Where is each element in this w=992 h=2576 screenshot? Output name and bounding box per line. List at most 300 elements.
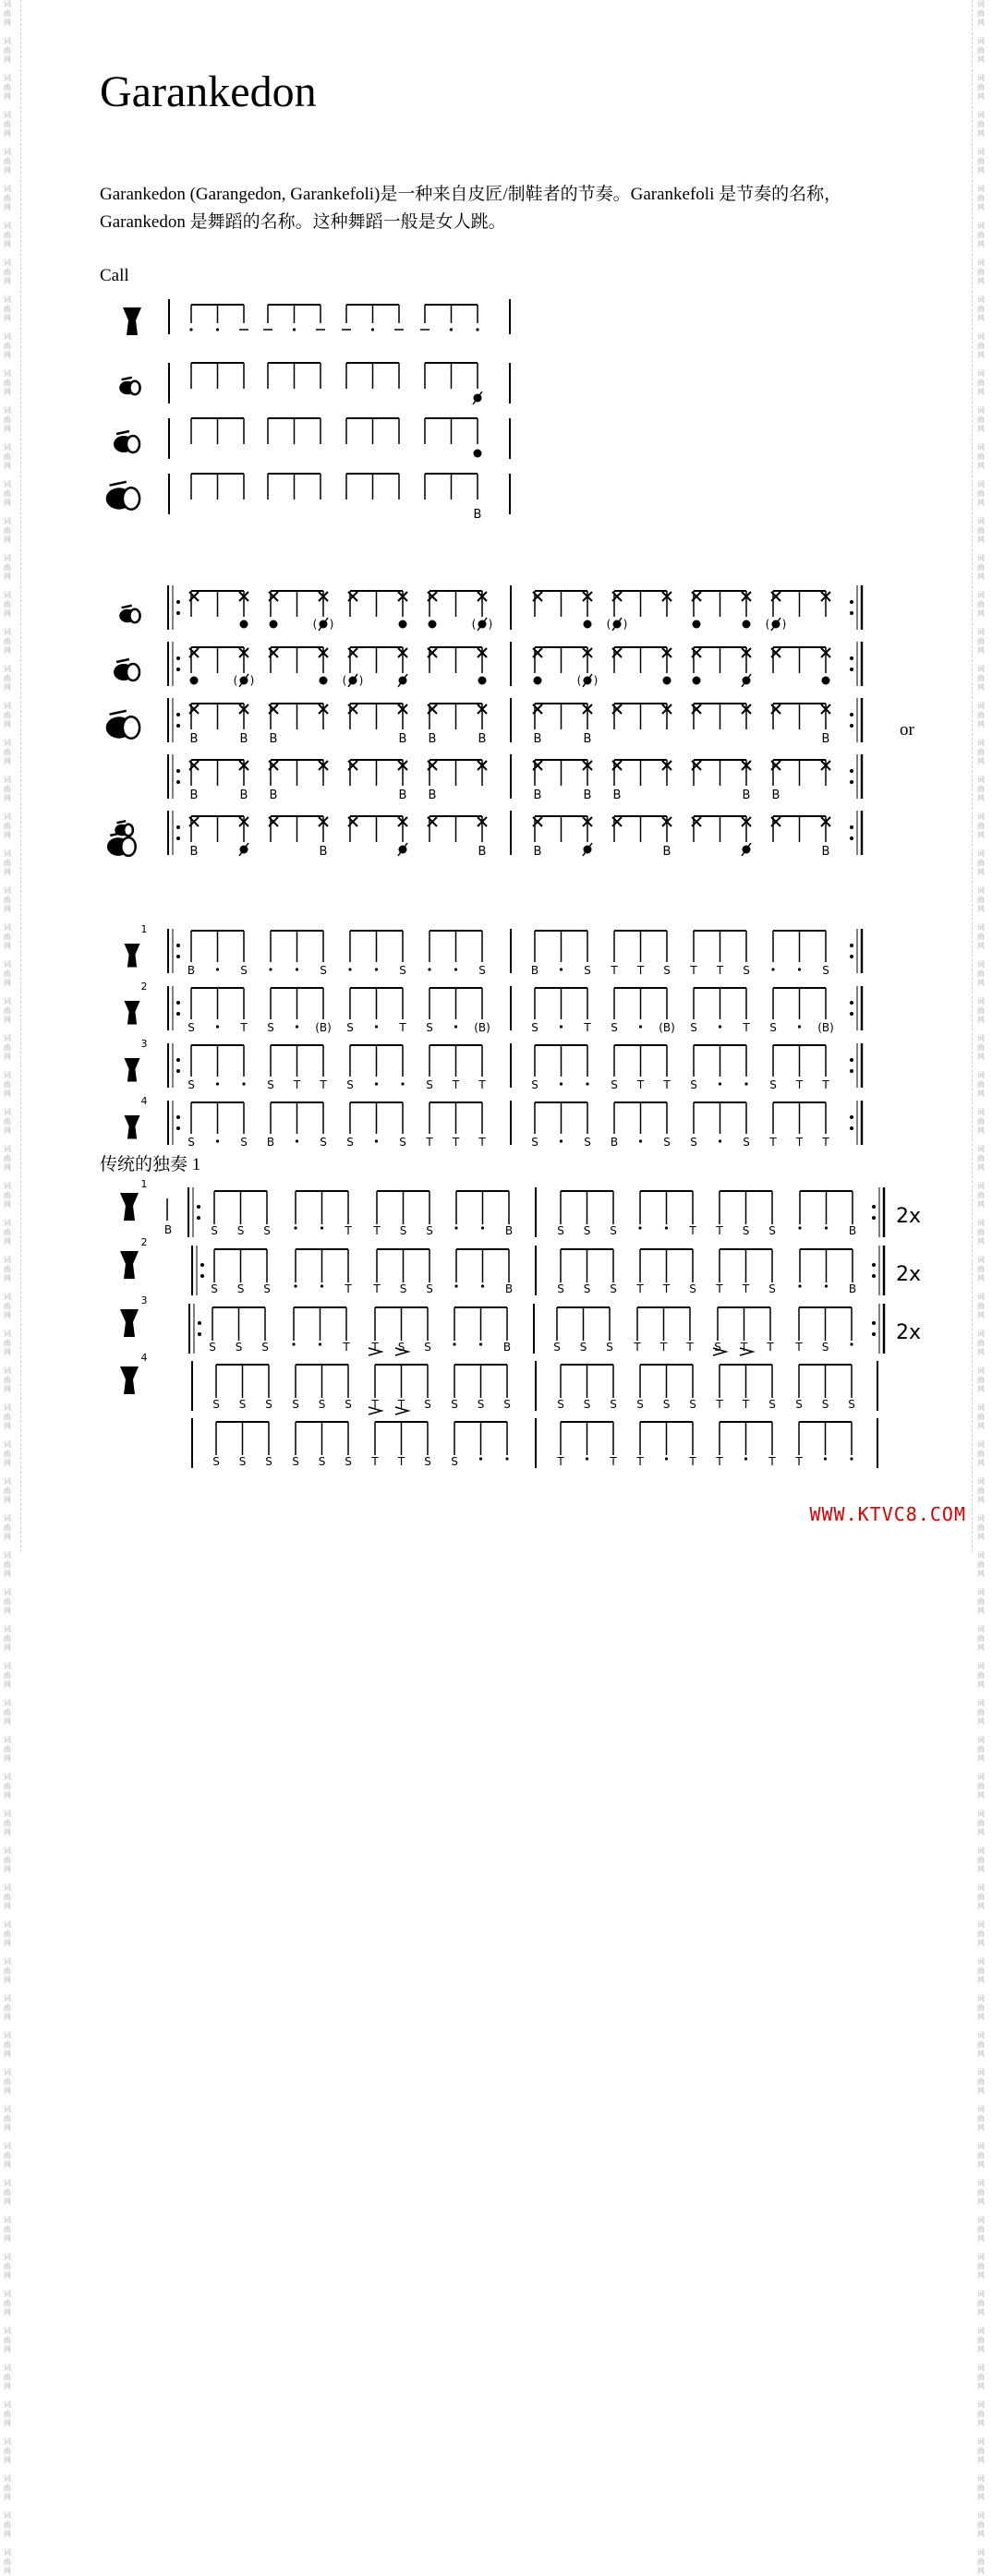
stroke-note: S [240, 964, 248, 977]
stroke-note: T [716, 1455, 723, 1468]
rest-dot [771, 968, 774, 970]
stroke-note: S [292, 1398, 299, 1411]
stroke-note: T [690, 964, 697, 977]
repeat-count-label: 2x [896, 1205, 922, 1228]
stroke-note: S [318, 1398, 326, 1411]
paren-mark: ( [342, 674, 347, 687]
stroke-note: S [346, 1078, 354, 1091]
rest-dot [454, 1284, 457, 1287]
page-title: Garankedon [100, 67, 317, 116]
stroke-note: T [742, 1282, 750, 1295]
stroke-note: T [611, 964, 618, 977]
stroke-note: B [504, 1224, 514, 1237]
stroke-note: S [263, 1282, 271, 1295]
stroke-note: B [848, 1282, 857, 1295]
stroke-note: T [662, 1282, 671, 1295]
repeat-dot [176, 955, 180, 958]
stroke-note: T [636, 1282, 644, 1295]
stroke-note: (B) [659, 1021, 675, 1034]
stroke-note: S [611, 1021, 618, 1034]
rest-dot [560, 1082, 563, 1085]
repeat-dot [176, 724, 180, 728]
stroke-note: S [345, 1455, 352, 1468]
stroke-note: S [743, 1136, 750, 1149]
repeat-dot [850, 1012, 853, 1016]
stroke-note: S [188, 1136, 195, 1149]
stroke-note: S [557, 1224, 564, 1237]
stroke-note: S [714, 1341, 721, 1354]
repeat-dot [176, 1126, 180, 1130]
repeat-dot [872, 1216, 876, 1220]
stroke-note: T [452, 1078, 460, 1091]
djembe-icon [125, 1115, 140, 1139]
rest-dot [719, 1082, 721, 1085]
repeat-dot [850, 611, 853, 615]
rest-dot [375, 1025, 378, 1028]
rest-dot [824, 1457, 827, 1460]
rest-dot [825, 1226, 828, 1229]
stroke-note: S [557, 1282, 564, 1295]
stroke-note: (B) [817, 1021, 834, 1034]
stroke-note: T [371, 1455, 379, 1468]
open-note [584, 620, 592, 629]
bass-note: B [742, 788, 751, 802]
part-number: 3 [140, 1038, 148, 1050]
bass-note: B [398, 732, 407, 746]
rest-dot [453, 1342, 455, 1345]
stroke-note: S [583, 1398, 591, 1411]
stroke-note: T [636, 1078, 645, 1091]
stroke-note: T [686, 1341, 694, 1354]
stroke-note: S [606, 1341, 613, 1354]
rest-dot [428, 968, 430, 970]
paren-mark: ( [312, 618, 318, 631]
rest-dot [450, 328, 453, 331]
stroke-note: S [399, 1282, 407, 1295]
rest-dot [296, 1139, 298, 1142]
stroke-note: S [610, 1224, 617, 1237]
rest-dot [798, 1025, 801, 1028]
stroke-note: S [743, 964, 750, 977]
stroke-note: T [399, 1021, 406, 1034]
rest-dot [371, 328, 374, 331]
part-number: 4 [140, 1352, 148, 1364]
paren-mark: ( [471, 618, 477, 631]
stroke-note: S [610, 1398, 617, 1411]
repeat-dot [176, 1069, 180, 1073]
repeat-dot [176, 944, 180, 947]
bass-note: B [428, 788, 437, 802]
repeat-dot [872, 1263, 876, 1267]
bass-note: B [319, 845, 328, 859]
open-note [693, 677, 701, 685]
stroke-note: T [397, 1455, 405, 1468]
stroke-note: T [452, 1136, 460, 1149]
stroke-note: S [663, 1136, 671, 1149]
bass-note: B [583, 788, 592, 802]
solo-heading: 传统的独奏 1 [100, 1155, 201, 1174]
repeat-dot [176, 668, 180, 671]
stroke-note: S [611, 1078, 618, 1091]
repeat-dot [850, 668, 853, 671]
bass-note: B [533, 788, 542, 802]
stroke-note: S [821, 1398, 829, 1411]
stroke-note: S [346, 1136, 354, 1149]
stroke-note: T [634, 1341, 641, 1354]
bass-note: B [478, 732, 487, 746]
rest-dot [321, 1284, 323, 1287]
bass-note: B [478, 845, 487, 859]
stroke-note: S [426, 1021, 433, 1034]
stroke-note: S [267, 1078, 274, 1091]
open-note [429, 620, 437, 629]
repeat-dot [197, 1216, 200, 1220]
stroke-note: B [610, 1136, 619, 1149]
stroke-note: T [636, 964, 645, 977]
rest-dot [850, 1457, 853, 1460]
djembe-icon [120, 1251, 139, 1279]
stroke-note: S [689, 1398, 696, 1411]
rest-dot [586, 1457, 588, 1460]
stroke-note: B [504, 1282, 514, 1295]
dundunba-icon [123, 488, 139, 509]
kenkeni-icon [129, 609, 139, 622]
stroke-note: T [584, 1021, 591, 1034]
repeat-dot [176, 837, 180, 840]
or-label: or [900, 720, 914, 740]
stroke-note: S [211, 1282, 218, 1295]
stroke-note: T [716, 1282, 723, 1295]
stroke-note: S [663, 964, 671, 977]
stroke-note: T [740, 1341, 748, 1354]
stroke-note: B [848, 1224, 857, 1237]
bass-note: B [662, 845, 671, 859]
kenkeni-icon [129, 381, 139, 394]
part-number: 2 [140, 1236, 148, 1248]
rest-dot [321, 1226, 323, 1229]
part-number: 1 [140, 923, 148, 935]
rest-dot [481, 1284, 484, 1287]
dundun-set-icon [116, 821, 126, 823]
dundunba-icon [123, 716, 139, 738]
stroke-note: S [426, 1282, 433, 1295]
stroke-note: T [795, 1341, 803, 1354]
repeat-dot [176, 780, 180, 784]
rest-dot [798, 968, 801, 970]
paren-mark: ( [576, 674, 582, 687]
repeat-dot [850, 944, 853, 947]
open-note [270, 620, 278, 629]
stroke-note: T [822, 1078, 829, 1091]
part-number: 3 [140, 1294, 148, 1306]
repeat-dot [198, 1321, 201, 1325]
djembe-icon [120, 1366, 139, 1394]
rest-dot [825, 1284, 828, 1287]
rest-dot [216, 968, 219, 970]
open-note [478, 677, 487, 685]
stroke-note: T [795, 1136, 804, 1149]
stroke-note: T [659, 1341, 668, 1354]
rest-dot [375, 1139, 378, 1142]
rest-dot [319, 1342, 321, 1345]
rest-dot [665, 1457, 668, 1460]
stroke-note: B [187, 964, 196, 977]
stroke-note: T [663, 1078, 671, 1091]
rest-dot [216, 328, 219, 331]
bass-note: B [269, 732, 278, 746]
stroke-note: T [397, 1398, 405, 1411]
rest-dot [296, 968, 298, 970]
stroke-note: B [530, 964, 539, 977]
bass-note: B [189, 788, 199, 802]
open-note [399, 620, 407, 629]
stroke-note: T [768, 1455, 776, 1468]
stroke-note: S [188, 1078, 195, 1091]
stroke-note: S [795, 1398, 803, 1411]
stroke-note: S [318, 1455, 326, 1468]
left-margin-text: 词 曲 网 词 曲 网 词 曲 网 词 曲 网 词 曲 网 词 曲 网 词 曲 网 词 曲 网 词 曲 网 词 曲 网 词 曲 网 词 曲 网 词 曲 网 词 曲 网 词 曲 网 词 曲 网 词 曲 网 词 曲 网 词 曲 网 词 曲 网 词 曲 网 词 曲 网 词 曲 网 词 曲 网 词 曲 网 词 曲 网 词 曲 网 词 曲 网 词 曲 网 词 曲 网 词 曲 网 词 曲 网 词 曲 网 词 曲 网 词 曲 网 词 曲 网 词 曲 网 词 曲 网 词 曲 网 词 曲 网 词 曲 网 词 曲 网 词 曲 网 词 曲 网 词 曲 网 词 曲 网 词 曲 网 词 曲 网 词 曲 网 词 曲 网 词 曲 网 词 曲 网 词 曲 网 词 曲 网 词 曲 网 词 曲 网 词 曲 网 词 曲 网 词 曲 网 词 曲 网 词 曲 网 词 曲 网 词 曲 网 词 曲 网 词 曲 网 词 曲 网 词 曲 网 词 曲 网 词 曲 网 词 曲 网 [4, 0, 11, 2575]
dundun-set-icon [124, 825, 133, 837]
rest-dot [189, 328, 192, 331]
rest-dot [639, 1025, 642, 1028]
rest-dot [216, 1139, 219, 1142]
bass-note: B [239, 732, 248, 746]
paren-mark: ) [249, 674, 255, 687]
rest-dot [216, 1082, 219, 1085]
open-note [320, 677, 328, 685]
djembe-icon [125, 1058, 140, 1082]
stroke-note: T [478, 1136, 486, 1149]
stroke-note: S [345, 1398, 352, 1411]
repeat-dot [850, 1115, 853, 1119]
dundunba-icon [110, 482, 127, 486]
paren-mark: ) [781, 618, 787, 631]
stroke-note: S [821, 1341, 829, 1354]
bass-note: B [612, 788, 622, 802]
stroke-note: T [557, 1455, 564, 1468]
djembe-icon [123, 307, 141, 335]
paren-mark: ) [358, 674, 364, 687]
repeat-dot [850, 1069, 853, 1073]
rest-dot [269, 968, 272, 970]
repeat-dot [850, 837, 853, 840]
stroke-note: S [478, 964, 486, 977]
rest-dot [375, 1082, 378, 1085]
stroke-note: S [426, 1078, 433, 1091]
sangban-icon [116, 659, 129, 662]
stroke-note: S [848, 1398, 855, 1411]
repeat-count-label: 2x [896, 1321, 922, 1344]
stroke-note: T [742, 1398, 750, 1411]
stroke-note: S [662, 1398, 671, 1411]
stroke-note: S [742, 1224, 750, 1237]
bass-note: B [533, 845, 542, 859]
stroke-note: T [689, 1455, 696, 1468]
stroke-note: T [293, 1078, 301, 1091]
rest-dot [719, 1025, 721, 1028]
bass-note: B [189, 732, 199, 746]
djembe-icon [120, 1193, 139, 1221]
repeat-dot [197, 1205, 200, 1209]
repeat-dot [850, 1058, 853, 1062]
repeat-dot [176, 656, 180, 660]
repeat-dot [176, 1001, 180, 1005]
stroke-note: T [426, 1136, 433, 1149]
stroke-note: S [557, 1398, 564, 1411]
stroke-note: S [424, 1341, 431, 1354]
stroke-note: S [424, 1398, 431, 1411]
stroke-note: S [236, 1224, 245, 1237]
stroke-note: S [211, 1224, 218, 1237]
stroke-note: S [584, 964, 591, 977]
repeat-count-label: 2x [896, 1263, 922, 1286]
rest-dot [638, 1226, 641, 1229]
repeat-dot [200, 1263, 204, 1267]
rest-dot [296, 1025, 298, 1028]
stroke-note: S [399, 1224, 407, 1237]
stroke-note: S [238, 1398, 247, 1411]
stroke-note: S [822, 964, 829, 977]
repeat-dot [850, 955, 853, 958]
stroke-note: S [209, 1341, 216, 1354]
sangban-icon [127, 436, 139, 452]
rest-dot [744, 1457, 747, 1460]
stroke-note: (B) [315, 1021, 332, 1034]
rest-dot [216, 1025, 219, 1028]
stroke-note: B [163, 1223, 173, 1236]
stroke-note: S [424, 1455, 431, 1468]
repeat-dot [850, 825, 853, 829]
intro-paragraph: Garankedon (Garangedon, Garankefoli)是一种来自皮匠/制鞋者的节奏。Garankefoli 是节奏的名称，Garankedon 是舞蹈的名称。这种舞蹈一般是女人跳。 [100, 185, 842, 232]
bass-note: B [398, 788, 407, 802]
stroke-note: S [531, 1021, 538, 1034]
stroke-note: S [636, 1398, 644, 1411]
rest-dot [639, 1139, 642, 1142]
djembe-icon [125, 1001, 140, 1025]
stroke-note: T [716, 1398, 723, 1411]
rest-dot [401, 1082, 404, 1085]
bass-note: B [473, 508, 482, 522]
rest-dot [293, 328, 296, 331]
stroke-note: S [397, 1341, 405, 1354]
stroke-note: S [265, 1455, 272, 1468]
repeat-dot [176, 769, 180, 773]
stroke-note: S [769, 1078, 777, 1091]
bass-note: B [771, 788, 780, 802]
repeat-dot [176, 1115, 180, 1119]
rest-dot [505, 1457, 508, 1460]
rest-dot [586, 1082, 588, 1085]
stroke-note: T [610, 1455, 617, 1468]
bass-note: B [239, 788, 248, 802]
rest-dot [454, 1226, 457, 1229]
stroke-note: (B) [474, 1021, 490, 1034]
bass-note: B [821, 732, 830, 746]
stroke-note: S [426, 1224, 433, 1237]
stroke-note: S [610, 1282, 617, 1295]
paren-mark: ) [329, 618, 334, 631]
rest-dot [454, 1025, 457, 1028]
rest-dot [850, 1342, 853, 1345]
repeat-dot [198, 1332, 201, 1336]
rest-dot [294, 1226, 296, 1229]
repeat-dot [872, 1332, 876, 1336]
rest-dot [348, 968, 351, 970]
stroke-note: S [261, 1341, 269, 1354]
bass-note: B [189, 845, 199, 859]
rest-dot [294, 1284, 296, 1287]
dundunba-icon [110, 711, 127, 715]
stroke-note: S [531, 1078, 538, 1091]
paren-mark: ) [488, 618, 493, 631]
repeat-dot [850, 780, 853, 784]
stroke-note: S [346, 1021, 354, 1034]
stroke-note: S [768, 1224, 776, 1237]
stroke-note: T [795, 1455, 803, 1468]
stroke-note: T [795, 1078, 804, 1091]
bass-note: B [533, 732, 542, 746]
rest-dot [292, 1342, 295, 1345]
rest-dot [476, 328, 478, 331]
stroke-note: T [345, 1224, 352, 1237]
stroke-note: S [579, 1341, 587, 1354]
stroke-note: S [584, 1136, 591, 1149]
stroke-note: S [689, 1282, 696, 1295]
rest-dot [560, 968, 563, 970]
stroke-note: T [345, 1282, 352, 1295]
site-watermark: WWW.KTVC8.COM [809, 1503, 966, 1525]
stroke-note: S [240, 1136, 248, 1149]
rest-dot [798, 1284, 801, 1287]
repeat-dot [176, 825, 180, 829]
repeat-dot [850, 1001, 853, 1005]
part-number: 1 [140, 1178, 148, 1190]
stroke-note: S [212, 1455, 220, 1468]
open-note [663, 677, 671, 685]
stroke-note: T [343, 1341, 350, 1354]
rest-dot [665, 1226, 668, 1229]
sangban-icon [116, 431, 129, 434]
stroke-note: S [477, 1398, 485, 1411]
stroke-note: T [320, 1078, 327, 1091]
stroke-note: T [478, 1078, 486, 1091]
stroke-note: S [236, 1282, 245, 1295]
stroke-note: S [451, 1398, 458, 1411]
rest-dot [798, 1226, 801, 1229]
rest-dot [242, 1082, 245, 1085]
stroke-note: S [583, 1224, 591, 1237]
dundun-set-icon [121, 837, 135, 856]
stroke-note: S [451, 1455, 458, 1468]
repeat-dot [850, 656, 853, 660]
stroke-note: S [583, 1282, 591, 1295]
stroke-note: S [320, 1136, 327, 1149]
stroke-note: S [769, 1021, 777, 1034]
stroke-note: T [822, 1136, 829, 1149]
stroke-note: S [188, 1021, 195, 1034]
rest-dot [744, 1082, 747, 1085]
rest-dot [479, 1457, 482, 1460]
part-number: 2 [140, 981, 148, 993]
call-label: Call [100, 266, 129, 285]
repeat-dot [176, 713, 180, 716]
repeat-dot [200, 1274, 204, 1278]
stroke-note: T [769, 1136, 777, 1149]
djembe-icon [120, 1309, 139, 1337]
repeat-dot [850, 724, 853, 728]
open-note [190, 677, 199, 685]
stroke-note: S [768, 1282, 776, 1295]
